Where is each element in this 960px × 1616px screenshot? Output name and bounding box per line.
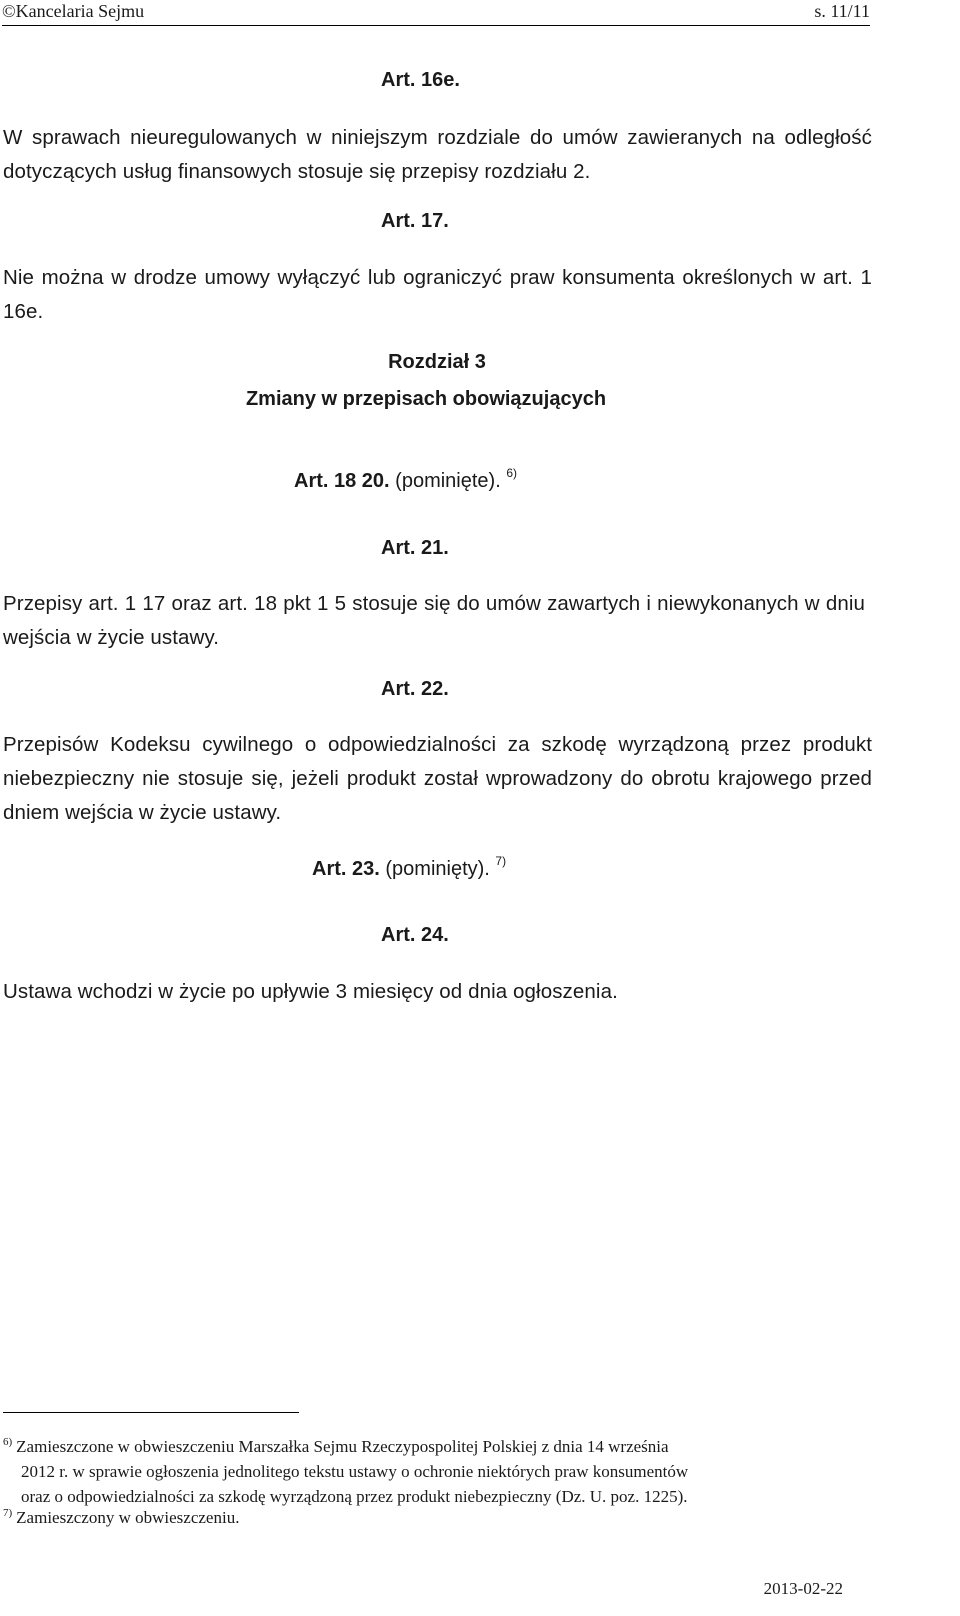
art-17-text: Nie można w drodze umowy wyłączyć lub ograniczyć praw konsumenta określonych w art. 1 16e. xyxy=(3,265,872,323)
art-16e-heading: Art. 16e. xyxy=(381,69,460,91)
art-18-20-heading xyxy=(294,460,517,494)
footnote-ref-6[interactable]: 6) xyxy=(506,466,518,480)
footnote-6-marker: 6) xyxy=(3,1436,13,1448)
art-23-status: (pominięty). xyxy=(385,858,490,880)
art-21-heading: Art. 21. xyxy=(381,537,449,559)
footnote-divider xyxy=(3,1412,299,1413)
art-22-text: Przepisów Kodeksu cywilnego o odpowiedzialności za szkodę wyrządzoną przez produkt niebezpieczny nie stosuje się, jeżeli produkt został wprowadzony do obrotu krajowego przed dniem wejścia w życie ustawy. xyxy=(3,732,872,824)
art-18-20-number: Art. 18 20. xyxy=(294,470,390,492)
footnote-ref-7[interactable]: 7) xyxy=(495,854,507,868)
art-22-heading: Art. 22. xyxy=(381,678,449,700)
header-source: ©Kancelaria Sejmu xyxy=(2,1,145,21)
art-17-heading: Art. 17. xyxy=(381,210,449,232)
art-21-text: Przepisy art. 1 17 oraz art. 18 pkt 1 5 stosuje się do umów zawartych i niewykonanych w dniu wejścia w życie ustawy. xyxy=(3,591,865,649)
art-18-20-status: (pominięte). xyxy=(395,470,501,492)
header-divider xyxy=(2,25,870,26)
document-date: 2013-02-22 xyxy=(763,1579,843,1598)
footnote-6-line1: Zamieszczone w obwieszczeniu Marszałka Sejmu Rzeczypospolitej Polskiej z dnia 14 września xyxy=(16,1437,669,1456)
art-24-heading: Art. 24. xyxy=(381,924,449,946)
art-16e-text: W sprawach nieuregulowanych w niniejszym rozdziale do umów zawieranych na odległość dotyczących usług finansowych stosuje się przepisy rozdziału 2. xyxy=(3,125,872,183)
footnote-6-line3: oraz o odpowiedzialności za szkodę wyrządzoną przez produkt niebezpieczny (Dz. U. poz. 1225). xyxy=(21,1487,688,1506)
page-number: s. 11/11 xyxy=(814,1,870,21)
footnote-7-line1: Zamieszczony w obwieszczeniu. xyxy=(16,1508,240,1527)
chapter-title: Zmiany w przepisach obowiązujących xyxy=(245,388,607,410)
art-23-heading xyxy=(312,848,506,882)
chapter-number: Rozdział 3 xyxy=(388,351,486,373)
footnote-6 xyxy=(3,1430,845,1509)
footnote-7-marker: 7) xyxy=(3,1507,13,1519)
art-23-number: Art. 23. xyxy=(312,858,380,880)
art-24-text: Ustawa wchodzi w życie po upływie 3 miesięcy od dnia ogłoszenia. xyxy=(3,979,618,1003)
footnote-7 xyxy=(3,1501,845,1530)
footnote-6-line2: 2012 r. w sprawie ogłoszenia jednolitego tekstu ustawy o ochronie niektórych praw konsumentów xyxy=(21,1462,689,1481)
